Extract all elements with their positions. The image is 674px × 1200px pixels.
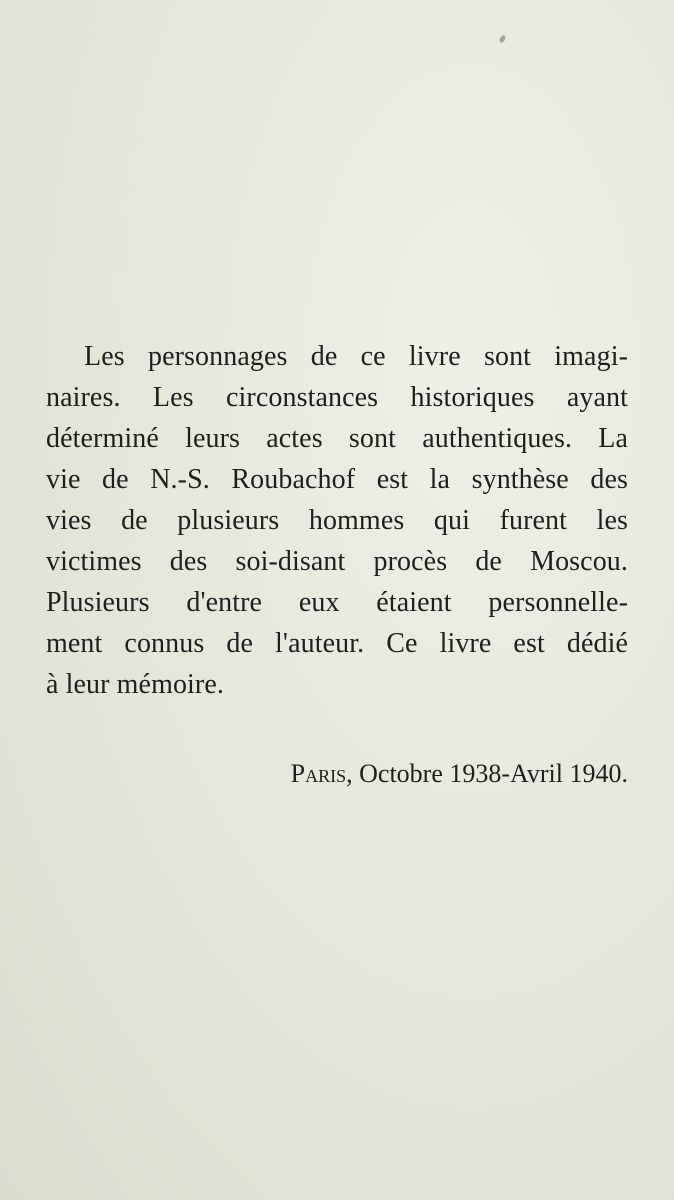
notice-line: déterminé leurs actes sont authentiques. La xyxy=(46,423,628,454)
notice-line: vie de N.-S. Roubachof est la synthèse des xyxy=(46,464,628,495)
notice-line: naires. Les circonstances historiques ayant xyxy=(46,382,628,413)
notice-line: Plusieurs d'entre eux étaient personnelle- xyxy=(46,587,628,618)
signature-date: , Octobre 1938-Avril 1940. xyxy=(346,759,628,788)
notice-line: victimes des soi-disant procès de Moscou. xyxy=(46,546,628,577)
notice-line: à leur mémoire. xyxy=(46,669,224,700)
notice-line: Les personnages de ce livre sont imagi- xyxy=(84,341,628,372)
place-date-signature xyxy=(291,756,628,792)
signature-city: Paris xyxy=(290,759,347,788)
notice-line: ment connus de l'auteur. Ce livre est dédié xyxy=(46,628,628,659)
paper-speck xyxy=(498,34,506,43)
notice-line: vies de plusieurs hommes qui furent les xyxy=(46,505,628,536)
author-notice xyxy=(46,336,628,705)
